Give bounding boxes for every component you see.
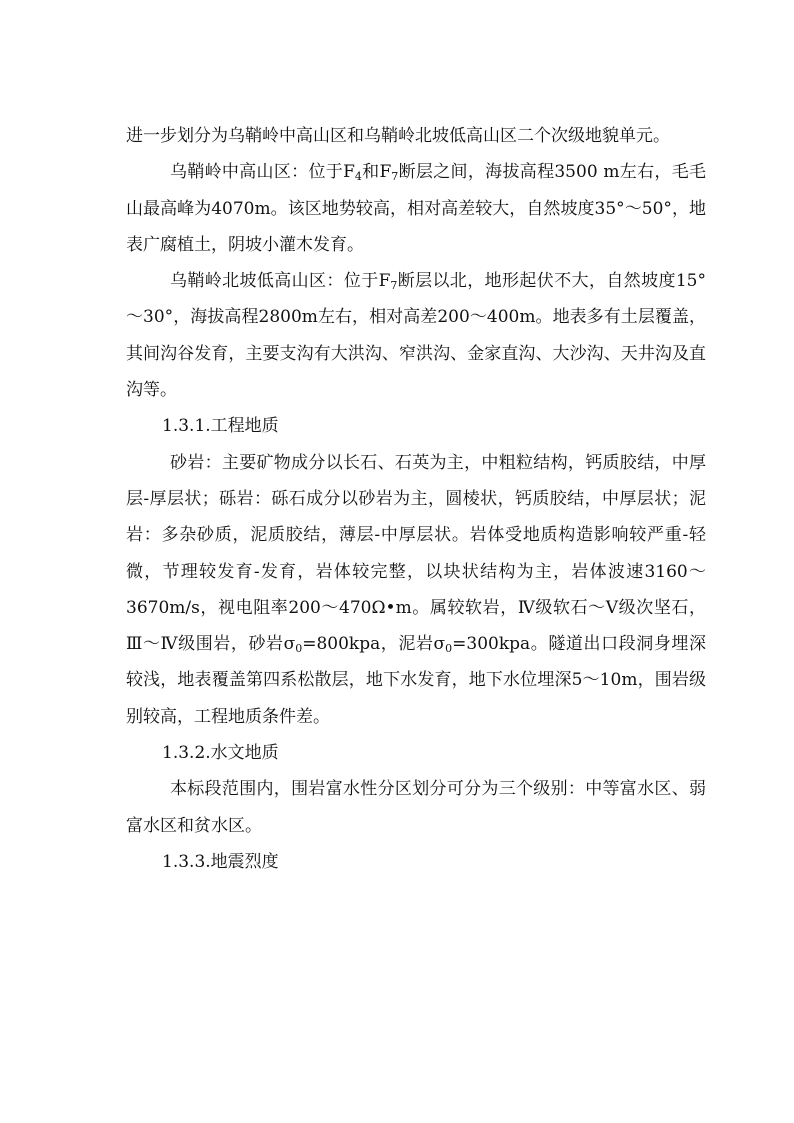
text-run: 砂岩：主要矿物成分以长石、石英为主，中粗粒结构，钙质胶结，中厚层-厚层状；砾岩：砾石成分以砂岩为主，圆棱状，钙质胶结，中厚层状；泥岩：多杂砂质，泥质胶结，薄层-中厚层状。岩体受地质构造影响较严重-轻微，节理较发育-发育，岩体较完整，以块状结构为主，岩体波速3160～3670m/s，视电阻率200～470Ω•m。属较软岩，Ⅳ级软石～Ⅴ级次坚石，Ⅲ～Ⅳ级围岩，砂岩σ (126, 452, 706, 655)
text-run: 乌鞘岭北坡低高山区：位于F (170, 271, 391, 292)
paragraph (126, 118, 706, 154)
paragraph (126, 154, 706, 263)
text-run: =300kpa。隧道出口段洞身埋深较浅，地表覆盖第四系松散层，地下水发育，地下水位埋深5～10m，围岩级别较高，工程地质条件差。 (126, 634, 706, 727)
subscript: 0 (295, 642, 303, 656)
text-run: 和F (361, 162, 392, 183)
text-run: 1.3.3.地震烈度 (162, 851, 279, 872)
text-run: 断层之间，海拔高程3500 m左右，毛毛山最高峰为4070m。该区地势较高，相对高差较大，自然坡度35°～50°，地表广腐植土，阴坡小灌木发育。 (126, 162, 707, 255)
subscript: 0 (445, 642, 453, 656)
text-run: 1.3.2.水文地质 (162, 743, 279, 764)
body-text (126, 118, 706, 880)
section-heading (126, 844, 706, 880)
text-run: 乌鞘岭中高山区：位于F (170, 162, 355, 183)
section-heading (126, 408, 706, 444)
paragraph (126, 771, 706, 844)
text-run: 本标段范围内，围岩富水性分区划分可分为三个级别：中等富水区、弱富水区和贫水区。 (126, 779, 706, 836)
text-run: =800kpa，泥岩σ (302, 634, 446, 655)
text-run: 进一步划分为乌鞘岭中高山区和乌鞘岭北坡低高山区二个次级地貌单元。 (126, 126, 670, 146)
section-heading (126, 735, 706, 771)
paragraph (126, 445, 706, 735)
subscript: 7 (391, 170, 399, 184)
text-run: 1.3.1.工程地质 (162, 416, 279, 437)
subscript: 7 (390, 279, 398, 293)
text-run: 断层以北，地形起伏不大，自然坡度15°～30°，海拔高程2800m左右，相对高差200～400m。地表多有土层覆盖，其间沟谷发育，主要支沟有大洪沟、窄洪沟、金家直沟、大沙沟、天井沟及直沟等。 (126, 271, 706, 401)
subscript: 4 (354, 170, 362, 184)
paragraph (126, 263, 706, 408)
